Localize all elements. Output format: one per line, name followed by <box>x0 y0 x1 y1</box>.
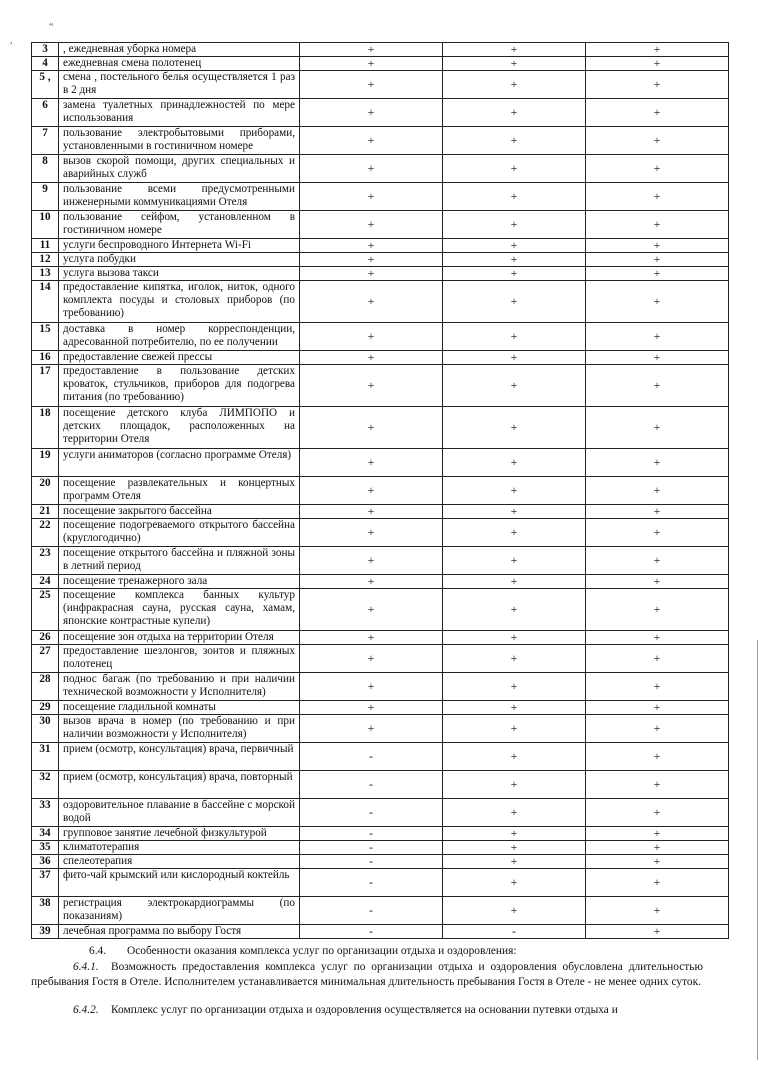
service-description: замена туалетных принадлежностей по мере использования <box>59 99 300 127</box>
availability-mark: + <box>443 267 586 281</box>
table-row <box>32 869 729 897</box>
availability-mark: + <box>300 645 443 673</box>
row-number: 22 <box>32 519 59 547</box>
availability-mark: + <box>443 365 586 407</box>
row-number: 17 <box>32 365 59 407</box>
service-description: посещение подогреваемого открытого бассейна (круглогодично) <box>59 519 300 547</box>
availability-mark: + <box>586 155 729 183</box>
row-number: 7 <box>32 127 59 155</box>
availability-mark: + <box>443 631 586 645</box>
table-row <box>32 575 729 589</box>
service-description: пользование всеми предусмотренными инженерными коммуникациями Отеля <box>59 183 300 211</box>
availability-mark: + <box>443 323 586 351</box>
availability-mark: + <box>300 183 443 211</box>
availability-mark: + <box>443 547 586 575</box>
table-row <box>32 589 729 631</box>
row-number: 28 <box>32 673 59 701</box>
service-description: доставка в номер корреспонденции, адресованной потребителю, по ее получении <box>59 323 300 351</box>
availability-mark: + <box>300 351 443 365</box>
availability-mark: + <box>300 43 443 57</box>
services-table-body <box>32 43 729 939</box>
row-number: 37 <box>32 869 59 897</box>
paragraph-text: Комплекс услуг по организации отдыха и оздоровления осуществляется на основании путевки отдыха и <box>111 1004 618 1016</box>
table-row <box>32 701 729 715</box>
row-number: 4 <box>32 57 59 71</box>
availability-mark: + <box>586 365 729 407</box>
row-number: 34 <box>32 827 59 841</box>
availability-mark: + <box>586 575 729 589</box>
service-description: предоставление кипятка, иголок, ниток, одного комплекта посуды и столовых приборов (по требованию) <box>59 281 300 323</box>
availability-mark: + <box>586 57 729 71</box>
service-description: спелеотерапия <box>59 855 300 869</box>
table-row <box>32 253 729 267</box>
table-row <box>32 897 729 925</box>
availability-mark: + <box>443 701 586 715</box>
availability-mark: + <box>586 925 729 939</box>
availability-mark: + <box>586 183 729 211</box>
service-description: предоставление в пользование детских кроваток, стульчиков, приборов для подогрева питания (по требованию) <box>59 365 300 407</box>
row-number: 11 <box>32 239 59 253</box>
service-description: посещение комплекса банных культур (инфракрасная сауна, русская сауна, хамам, японские контрастные купели) <box>59 589 300 631</box>
paragraph-number: 6.4.1. <box>73 961 99 973</box>
row-number: 6 <box>32 99 59 127</box>
availability-mark: + <box>443 575 586 589</box>
availability-mark: + <box>443 477 586 505</box>
table-row <box>32 281 729 323</box>
availability-mark: + <box>586 127 729 155</box>
service-description: услуга вызова такси <box>59 267 300 281</box>
table-row <box>32 673 729 701</box>
availability-mark: - <box>300 771 443 799</box>
availability-mark: + <box>586 449 729 477</box>
availability-mark: + <box>443 505 586 519</box>
scan-mark: “ <box>49 22 54 33</box>
availability-mark: + <box>443 771 586 799</box>
availability-mark: + <box>300 631 443 645</box>
availability-mark: + <box>300 127 443 155</box>
table-row <box>32 43 729 57</box>
availability-mark: + <box>443 897 586 925</box>
availability-mark: + <box>586 323 729 351</box>
availability-mark: + <box>586 477 729 505</box>
availability-mark: + <box>300 547 443 575</box>
availability-mark: + <box>586 407 729 449</box>
row-number: 25 <box>32 589 59 631</box>
availability-mark: + <box>443 589 586 631</box>
availability-mark: + <box>586 869 729 897</box>
service-description: посещение развлекательных и концертных программ Отеля <box>59 477 300 505</box>
table-row <box>32 155 729 183</box>
paragraph-text: Возможность предоставления комплекса услуг по организации отдыха и оздоровления обусловлена длительностью пребывания Гостя в Отеле. Исполнителем устанавливается минимальная длительность пребывания Гостя в Отеле - не менее одних суток. <box>31 961 703 988</box>
row-number: 32 <box>32 771 59 799</box>
table-row <box>32 925 729 939</box>
table-row <box>32 99 729 127</box>
table-row <box>32 407 729 449</box>
row-number: 36 <box>32 855 59 869</box>
availability-mark: + <box>443 239 586 253</box>
row-number: 9 <box>32 183 59 211</box>
table-row <box>32 799 729 827</box>
availability-mark: + <box>300 281 443 323</box>
availability-mark: + <box>300 575 443 589</box>
availability-mark: + <box>586 855 729 869</box>
availability-mark: + <box>586 771 729 799</box>
availability-mark: + <box>443 743 586 771</box>
availability-mark: + <box>443 407 586 449</box>
section-6-4-heading <box>31 944 703 959</box>
services-table <box>31 42 729 939</box>
availability-mark: + <box>443 211 586 239</box>
row-number: 12 <box>32 253 59 267</box>
row-number: 16 <box>32 351 59 365</box>
availability-mark: + <box>586 43 729 57</box>
availability-mark: + <box>586 827 729 841</box>
service-description: прием (осмотр, консультация) врача, первичный <box>59 743 300 771</box>
availability-mark: + <box>586 71 729 99</box>
table-row <box>32 547 729 575</box>
service-description: ежедневная смена полотенец <box>59 57 300 71</box>
service-description: пользование электробытовыми приборами, установленными в гостиничном номере <box>59 127 300 155</box>
table-row <box>32 827 729 841</box>
service-description: посещение гладильной комнаты <box>59 701 300 715</box>
table-row <box>32 323 729 351</box>
availability-mark: + <box>300 407 443 449</box>
availability-mark: - <box>300 799 443 827</box>
availability-mark: + <box>300 57 443 71</box>
availability-mark: + <box>300 253 443 267</box>
table-row <box>32 631 729 645</box>
availability-mark: + <box>443 253 586 267</box>
table-row <box>32 239 729 253</box>
availability-mark: + <box>443 855 586 869</box>
availability-mark: + <box>586 99 729 127</box>
service-description: услуги аниматоров (согласно программе Отеля) <box>59 449 300 477</box>
service-description: посещение зон отдыха на территории Отеля <box>59 631 300 645</box>
row-number: 30 <box>32 715 59 743</box>
availability-mark: + <box>586 505 729 519</box>
availability-mark: + <box>443 645 586 673</box>
availability-mark: - <box>300 827 443 841</box>
table-row <box>32 855 729 869</box>
table-row <box>32 365 729 407</box>
row-number: 38 <box>32 897 59 925</box>
availability-mark: + <box>586 267 729 281</box>
availability-mark: + <box>443 869 586 897</box>
availability-mark: + <box>443 281 586 323</box>
service-description: посещение открытого бассейна и пляжной зоны в летний период <box>59 547 300 575</box>
availability-mark: + <box>443 449 586 477</box>
service-description: услуга побудки <box>59 253 300 267</box>
paragraph-number: 6.4.2. <box>73 1004 99 1016</box>
availability-mark: + <box>443 519 586 547</box>
availability-mark: - <box>443 925 586 939</box>
availability-mark: + <box>586 799 729 827</box>
table-row <box>32 57 729 71</box>
table-row <box>32 183 729 211</box>
availability-mark: + <box>586 701 729 715</box>
service-description: посещение закрытого бассейна <box>59 505 300 519</box>
table-row <box>32 771 729 799</box>
availability-mark: + <box>443 127 586 155</box>
service-description: , ежедневная уборка номера <box>59 43 300 57</box>
row-number: 26 <box>32 631 59 645</box>
availability-mark: + <box>300 239 443 253</box>
row-number: 15 <box>32 323 59 351</box>
row-number: 27 <box>32 645 59 673</box>
row-number: 39 <box>32 925 59 939</box>
service-description: поднос багаж (по требованию и при наличии технической возможности у Исполнителя) <box>59 673 300 701</box>
availability-mark: + <box>300 589 443 631</box>
availability-mark: + <box>586 897 729 925</box>
table-row <box>32 127 729 155</box>
paragraph-6-4-2 <box>31 1003 703 1018</box>
service-description: посещение детского клуба ЛИМПОПО и детских площадок, расположенных на территории Отеля <box>59 407 300 449</box>
availability-mark: + <box>300 211 443 239</box>
table-row <box>32 505 729 519</box>
service-description: вызов врача в номер (по требованию и при наличии возможности у Исполнителя) <box>59 715 300 743</box>
availability-mark: + <box>443 841 586 855</box>
table-row <box>32 841 729 855</box>
row-number: 18 <box>32 407 59 449</box>
availability-mark: + <box>586 239 729 253</box>
service-description: посещение тренажерного зала <box>59 575 300 589</box>
availability-mark: + <box>443 57 586 71</box>
availability-mark: + <box>586 519 729 547</box>
section-title: Особенности оказания комплекса услуг по организации отдыха и оздоровления: <box>127 945 517 957</box>
availability-mark: + <box>443 99 586 127</box>
table-row <box>32 351 729 365</box>
availability-mark: - <box>300 925 443 939</box>
table-row <box>32 267 729 281</box>
row-number: 21 <box>32 505 59 519</box>
availability-mark: + <box>443 155 586 183</box>
availability-mark: + <box>586 211 729 239</box>
table-row <box>32 449 729 477</box>
table-row <box>32 715 729 743</box>
availability-mark: + <box>586 631 729 645</box>
service-description: прием (осмотр, консультация) врача, повторный <box>59 771 300 799</box>
availability-mark: + <box>300 267 443 281</box>
availability-mark: + <box>586 281 729 323</box>
service-description: регистрация электрокардиограммы (по показаниям) <box>59 897 300 925</box>
availability-mark: + <box>443 673 586 701</box>
paragraph-6-4-1 <box>31 960 703 989</box>
service-description: предоставление свежей прессы <box>59 351 300 365</box>
service-description: пользование сейфом, установленном в гостиничном номере <box>59 211 300 239</box>
availability-mark: + <box>300 673 443 701</box>
availability-mark: - <box>300 855 443 869</box>
availability-mark: + <box>300 477 443 505</box>
service-description: фито-чай крымский или кислородный коктейль <box>59 869 300 897</box>
service-description: групповое занятие лечебной физкультурой <box>59 827 300 841</box>
availability-mark: + <box>300 449 443 477</box>
availability-mark: + <box>443 183 586 211</box>
availability-mark: + <box>586 645 729 673</box>
availability-mark: + <box>443 43 586 57</box>
table-row <box>32 743 729 771</box>
availability-mark: + <box>586 673 729 701</box>
service-description: вызов скорой помощи, других специальных и аварийных служб <box>59 155 300 183</box>
availability-mark: - <box>300 841 443 855</box>
availability-mark: + <box>300 519 443 547</box>
table-row <box>32 477 729 505</box>
table-row <box>32 211 729 239</box>
row-number: 24 <box>32 575 59 589</box>
availability-mark: + <box>586 351 729 365</box>
availability-mark: - <box>300 869 443 897</box>
row-number: 35 <box>32 841 59 855</box>
service-description: оздоровительное плавание в бассейне с морской водой <box>59 799 300 827</box>
service-description: лечебная программа по выбору Гостя <box>59 925 300 939</box>
row-number: 23 <box>32 547 59 575</box>
availability-mark: + <box>586 253 729 267</box>
availability-mark: + <box>300 155 443 183</box>
row-number: 3 <box>32 43 59 57</box>
availability-mark: + <box>586 743 729 771</box>
row-number: 5 , <box>32 71 59 99</box>
row-number: 33 <box>32 799 59 827</box>
table-row <box>32 519 729 547</box>
availability-mark: + <box>586 715 729 743</box>
availability-mark: + <box>300 323 443 351</box>
availability-mark: + <box>443 827 586 841</box>
table-row <box>32 71 729 99</box>
service-description: услуги беспроводного Интернета Wi-Fi <box>59 239 300 253</box>
row-number: 8 <box>32 155 59 183</box>
scan-mark: , <box>10 35 13 46</box>
availability-mark: + <box>300 99 443 127</box>
availability-mark: + <box>300 505 443 519</box>
row-number: 10 <box>32 211 59 239</box>
row-number: 29 <box>32 701 59 715</box>
row-number: 20 <box>32 477 59 505</box>
availability-mark: + <box>443 799 586 827</box>
availability-mark: + <box>300 365 443 407</box>
availability-mark: + <box>443 351 586 365</box>
scan-edge-line <box>757 640 758 1060</box>
row-number: 14 <box>32 281 59 323</box>
availability-mark: + <box>300 701 443 715</box>
availability-mark: - <box>300 743 443 771</box>
availability-mark: + <box>586 841 729 855</box>
table-row <box>32 645 729 673</box>
section-number: 6.4. <box>89 945 107 957</box>
service-description: климатотерапия <box>59 841 300 855</box>
row-number: 19 <box>32 449 59 477</box>
service-description: предоставление шезлонгов, зонтов и пляжных полотенец <box>59 645 300 673</box>
row-number: 31 <box>32 743 59 771</box>
availability-mark: + <box>586 547 729 575</box>
availability-mark: - <box>300 897 443 925</box>
availability-mark: + <box>443 715 586 743</box>
service-description: смена , постельного белья осуществляется 1 раз в 2 дня <box>59 71 300 99</box>
availability-mark: + <box>300 71 443 99</box>
availability-mark: + <box>443 71 586 99</box>
availability-mark: + <box>300 715 443 743</box>
availability-mark: + <box>586 589 729 631</box>
row-number: 13 <box>32 267 59 281</box>
